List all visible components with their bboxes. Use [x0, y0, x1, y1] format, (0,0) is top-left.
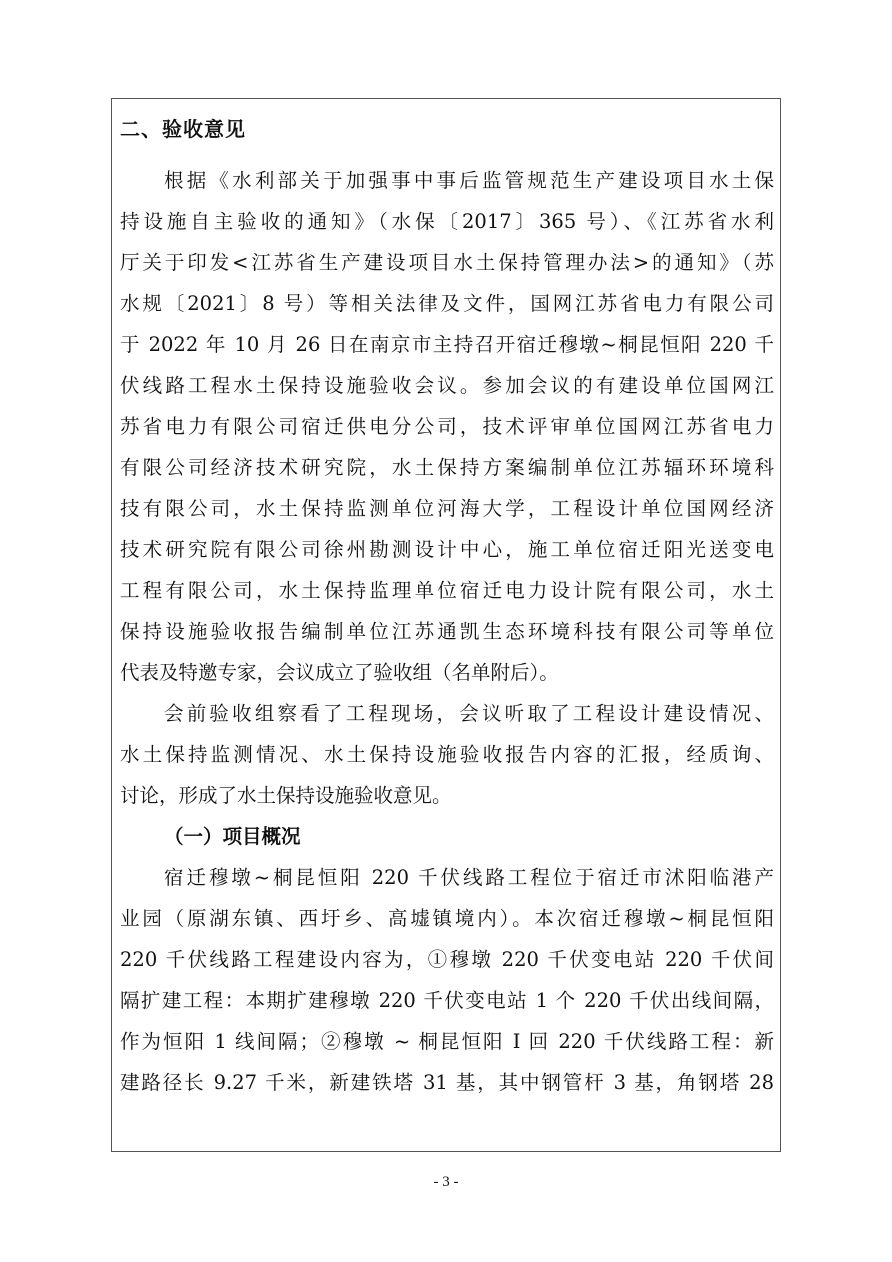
text-line: 根据《水利部关于加强事中事后监管规范生产建设项目水土保: [164, 169, 774, 192]
text-line: 建路径长 9.27 千米，新建铁塔 31 基，其中钢管杆 3 基，角钢塔 28: [120, 1071, 774, 1094]
subsection-title: （一）项目概况: [164, 825, 301, 848]
text-line: 于 2022 年 10 月 26 日在南京市主持召开宿迁穆墩~桐昆恒阳 220 千: [120, 333, 774, 356]
section-title: 二、验收意见: [120, 117, 246, 141]
document-frame: [111, 98, 781, 1152]
text-line: 有限公司经济技术研究院，水土保持方案编制单位江苏辐环环境科: [120, 456, 774, 479]
text-line: 技有限公司，水土保持监测单位河海大学，工程设计单位国网经济: [120, 497, 774, 520]
body-text: [120, 167, 774, 1110]
text-line: 代表及特邀专家，会议成立了验收组（名单附后）。: [120, 661, 559, 684]
text-line: 水规〔2021〕8 号）等相关法律及文件，国网江苏省电力有限公司: [120, 292, 774, 315]
text-line: 持设施自主验收的通知》（水保〔2017〕365 号）、《江苏省水利: [120, 210, 774, 233]
text-line: 工程有限公司，水土保持监理单位宿迁电力设计院有限公司，水土: [120, 579, 774, 602]
text-line: 技术研究院有限公司徐州勘测设计中心，施工单位宿迁阳光送变电: [120, 538, 774, 561]
text-line: 水土保持监测情况、水土保持设施验收报告内容的汇报，经质询、: [120, 743, 774, 766]
text-line: 隔扩建工程：本期扩建穆墩 220 千伏变电站 1 个 220 千伏出线间隔，: [120, 989, 774, 1012]
text-line: 伏线路工程水土保持设施验收会议。参加会议的有建设单位国网江: [120, 374, 774, 397]
text-line: 220 千伏线路工程建设内容为，①穆墩 220 千伏变电站 220 千伏间: [120, 948, 774, 971]
text-line: 作为恒阳 1 线间隔；②穆墩 ~ 桐昆恒阳 I 回 220 千伏线路工程：新: [120, 1030, 774, 1053]
text-line: 苏省电力有限公司宿迁供电分公司，技术评审单位国网江苏省电力: [120, 415, 774, 438]
text-line: 保持设施验收报告编制单位江苏通凯生态环境科技有限公司等单位: [120, 620, 774, 643]
page-number: - 3 -: [433, 1174, 459, 1190]
text-line: 讨论，形成了水土保持设施验收意见。: [120, 784, 452, 807]
text-line: 会前验收组察看了工程现场，会议听取了工程设计建设情况、: [164, 702, 774, 725]
text-line: 厅关于印发<江苏省生产建设项目水土保持管理办法>的通知》（苏: [120, 251, 774, 274]
text-line: 宿迁穆墩~桐昆恒阳 220 千伏线路工程位于宿迁市沭阳临港产: [164, 866, 774, 889]
text-line: 业园（原湖东镇、西圩乡、高墟镇境内）。本次宿迁穆墩~桐昆恒阳: [120, 907, 774, 930]
